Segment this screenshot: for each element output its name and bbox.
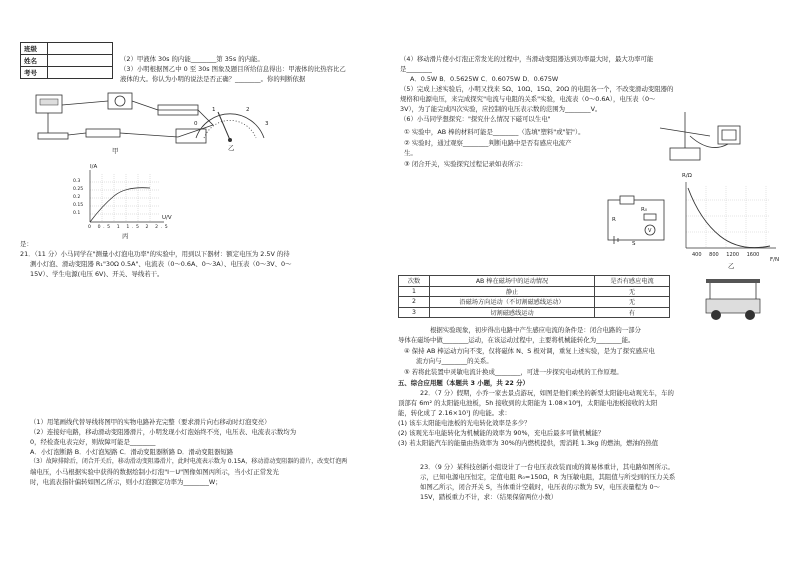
table-cell: 2	[399, 297, 430, 308]
after-1: 根据实验现象，初步得出电路中产生感应电流的条件是：闭合电路的一部分	[430, 326, 641, 334]
graph2-xlabel: F/N	[770, 257, 780, 263]
table-header-cell: AB 棒在磁场中的运动情况	[430, 276, 595, 287]
fig-jia-label: 甲	[112, 147, 119, 155]
iu-graph	[80, 170, 170, 232]
meter-tick-1: 1	[212, 107, 216, 113]
graph-ytick: 0.25	[73, 187, 84, 192]
q22-line-3: 能，转化成了 2.16×10⁷J 的电能。求：	[398, 409, 511, 417]
table-cell: 3	[399, 307, 430, 318]
q23-line-4: 15V，踏板重力不计，求：（结果保留两位小数）	[420, 493, 558, 501]
table-header-cell: 是否有感应电流	[595, 276, 670, 287]
shi-line: 是：	[20, 240, 33, 248]
fig-bing-label: 丙	[122, 232, 129, 240]
section-5-heading: 五、综合应用题（本题共 3 小题，共 22 分）	[398, 379, 529, 387]
table-cell: 有	[595, 307, 670, 318]
q5-line-2: 规格和电源电压，来完成探究"电流与电阻的关系"实验，电流表（0～0.6A），电压表（0～	[400, 95, 656, 103]
q21-part-3b: 端电压，小马根据实验中获得的数据绘制小灯泡"I－U"图像如图丙所示，当小灯正常发光	[30, 468, 279, 476]
q21-part-2c: A．小灯泡断路 B．小灯泡短路 C．滑动变阻器断路 D．滑动变阻器短路	[30, 448, 234, 456]
induction-apparatus	[650, 108, 760, 164]
q23-line-3: 如图乙所示，闭合开关 S，当体重计空载时，电压表的示数为 5V，电压表量程为 0～	[420, 483, 660, 491]
graph-ytick: 0.3	[73, 179, 81, 184]
q21-part-2b: 0，经检查电表完好，则故障可能是________	[30, 438, 156, 446]
graph-ytick: 0.1	[73, 211, 81, 216]
step-4b: 流方向与________的关系。	[416, 357, 493, 365]
after-2: 导体在磁场中做________运动，在该运动过程中，主要将机械能转化为________能。	[398, 336, 635, 344]
step-5: ⑤ 若将此装置中灵敏电流计换成________，可进一步探究电动机的工作原理。	[404, 368, 623, 376]
q22-line-1: 22．（7 分）假期，小乔一家去景点游玩，如图是他们乘坐的新型太阳能电动观光车，车的	[420, 389, 674, 397]
step-2b: 生。	[404, 149, 417, 157]
step-3: ③ 闭合开关，实验探究过程记录如表所示：	[404, 160, 527, 168]
q5-line-3: 3V），为了能完成四次实验，应控制的电压表示数的范围为________V。	[400, 105, 602, 113]
graph-xticks: 0 0.5 1 1.5 2 2.5	[88, 225, 171, 230]
info-key: 考号	[21, 67, 48, 79]
circuit-r: R	[612, 217, 616, 223]
q21-part-3a: （3）故障排除后，闭合开关后，移动滑动变阻器滑片，此时电流表示数为 0.15A，移动滑动变阻器的滑片，改变灯泡两	[30, 458, 348, 465]
solar-car-figure	[700, 275, 766, 325]
circuit-v: V	[648, 228, 652, 234]
resistance-force-graph	[680, 180, 780, 260]
table-cell: 静止	[430, 286, 595, 297]
step-2a: ② 实验时，通过观察________判断电路中是否有感应电流产	[404, 139, 572, 147]
graph-xlabel: U/V	[162, 215, 172, 221]
info-value-field[interactable]	[48, 55, 113, 67]
info-row	[21, 67, 113, 79]
info-value-field[interactable]	[48, 67, 113, 79]
table-row	[399, 307, 670, 318]
info-key: 班级	[21, 43, 48, 55]
q21-line-2: 测小灯泡、滑动变阻器 R₁"30Ω 0.5A"、电流表（0～0.6A、0～3A）、电压表（0～3V、0～	[30, 260, 292, 268]
meter-tick-0: 0	[194, 121, 198, 127]
q23-line-2: 示，已知电源电压恒定，定值电阻 R₀=150Ω，R 为压敏电阻，其阻值与所受到的压力关系	[420, 473, 676, 481]
experiment-table	[398, 275, 670, 318]
q4-line-1: （4）移动滑片使小灯泡正常发光的过程中，当滑动变阻器达到功率最大时，最大功率可能	[400, 55, 654, 63]
meter-tick-2: 2	[246, 107, 250, 113]
q21-part-3c: 时，电流表指针偏转如图乙所示，则小灯泡额定功率为________W；	[30, 478, 222, 486]
q23-line-1: 23．（9 分）某科技创新小组设计了一台电压表改装而成的简易体重计，其电路如图所示。	[420, 463, 674, 471]
step-4a: ④ 保持 AB 棒运动方向不变，仅将磁体 N、S 极对调，重复上述实验，是为了探究感应电	[404, 347, 655, 355]
step-1: ① 实验中，AB 棒的材料可能是________（选填"塑料"或"铝"）。	[404, 128, 585, 136]
graph2-caption: 乙	[728, 262, 735, 270]
q22-part-1: (1) 该车太阳能电池板的光电转化效率是多少？	[398, 419, 531, 427]
q22-part-2: (2) 该观光车电能转化为机械能的效率为 90%，充电后最多可做机械能？	[398, 429, 605, 437]
graph-ytick: 0.15	[73, 203, 84, 208]
q5-line-1: （5）完成上述实验后，小明又找来 5Ω、10Ω、15Ω、20Ω 的电阻各一个，不改变滑动变阻器的	[400, 85, 674, 93]
graph-ylabel: I/A	[90, 164, 98, 170]
q4-options: A．0.5W B．0.5625W C．0.6075W D．0.675W	[410, 75, 559, 83]
q21-line-3: 15V）、学生电源(电压 6V)、开关、导线若干。	[30, 270, 164, 278]
table-cell: 无	[595, 286, 670, 297]
table-cell: 1	[399, 286, 430, 297]
q2-line: （2）甲液体 30s 的内能________第 35s 的内能。	[120, 55, 264, 63]
q6-title: （6）小马同学想探究："探究什么情况下磁可以生电"	[400, 115, 551, 123]
table-header-cell: 次数	[399, 276, 430, 287]
q21-part-1: （1）用笔画线代替导线将图甲的实物电路补充完整（要求滑片向右移动时灯泡变亮）	[30, 418, 271, 426]
table-cell: 沿磁场方向运动（不切割磁感线运动）	[430, 297, 595, 308]
info-row	[21, 43, 113, 55]
table-cell: 无	[595, 297, 670, 308]
info-value-field[interactable]	[48, 43, 113, 55]
q3-line-1: （3）小明根据图乙中 0 至 30s 图象及题目所给信息得出：甲液体的比热容比乙	[120, 65, 346, 73]
table-row	[399, 297, 670, 308]
graph-ytick: 0.2	[73, 195, 81, 200]
meter-tick-3: 3	[265, 121, 269, 127]
table-header-row	[399, 276, 670, 287]
fig-yi-label: 乙	[228, 144, 235, 152]
q22-part-3: (3) 若太阳能汽车的能量由热效率为 30%的内燃机提供，需消耗 1.3kg 的燃油，燃油的热值	[398, 439, 659, 447]
q22-line-2: 顶部有 6m² 的太阳能电池板，5h 接收到的太阳能为 1.08×10⁸J，太阳能电池板接收的太阳	[398, 399, 658, 407]
q21-line-1: 21．（11 分）小马同学在"测量小灯泡电功率"的实验中，用到以下器材：额定电压为 2.5V 的待	[20, 250, 290, 258]
ammeter-dial	[188, 100, 273, 146]
info-row	[21, 55, 113, 67]
circuit-r0: R₀	[641, 207, 648, 213]
graph2-ylabel: R/Ω	[682, 173, 692, 179]
q3-line-2: 液体的大。你认为小明的说法是否正确？________。你的判断依据	[120, 75, 306, 83]
circuit-s: S	[632, 241, 636, 247]
info-key: 姓名	[21, 55, 48, 67]
student-info-table	[20, 42, 113, 79]
graph2-xticks: 400 800 1200 1600	[692, 252, 760, 258]
table-cell: 切割磁感线运动	[430, 307, 595, 318]
q21-part-2a: （2）连接好电路，移动滑动变阻器滑片，小明发现小灯泡始终不亮，电压表、电流表示数均为	[30, 428, 297, 436]
q4-line-2: 是________	[400, 65, 432, 73]
table-row	[399, 286, 670, 297]
